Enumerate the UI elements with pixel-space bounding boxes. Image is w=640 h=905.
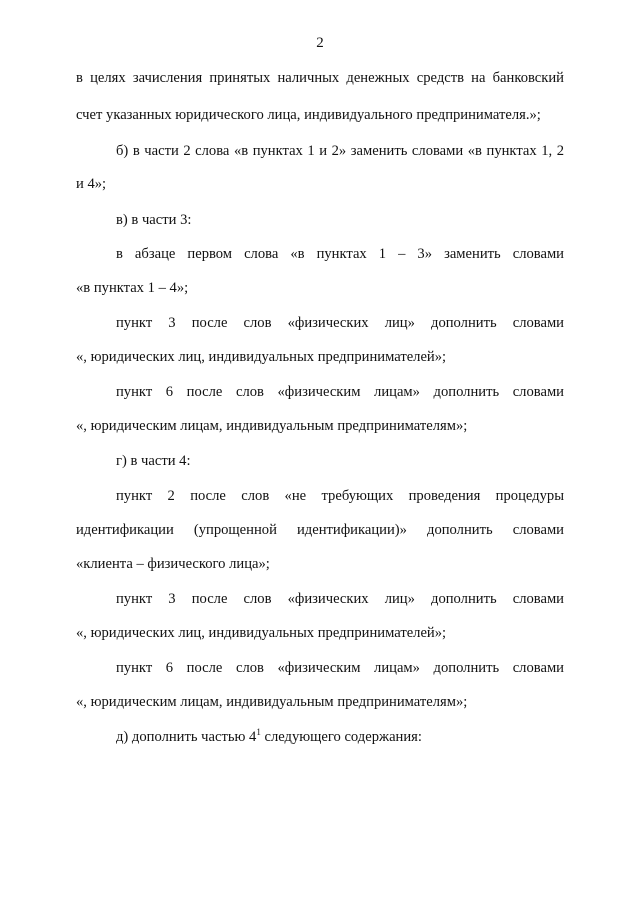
paragraph-6-line-2 [76,416,564,436]
text-line: «, юридическим лицам, индивидуальным предпринимателям»; [76,418,468,434]
paragraph-2 [76,141,564,161]
paragraph-7 [76,451,564,471]
paragraph-2-line-2 [76,174,564,194]
text-span: д) дополнить частью 4 [116,729,257,745]
text-line: «, юридических лиц, индивидуальных предпринимателей»; [76,349,447,365]
text-line: счет указанных юридического лица, индивидуального предпринимателя.»; [76,107,541,123]
text-line: пункт 3 после слов «физических лиц» дополнить словами [116,591,564,607]
text-line: в целях зачисления принятых наличных денежных средств на банковский [76,70,564,86]
text-line: «клиента – физического лица»; [76,556,270,572]
paragraph-9-line-2 [76,623,564,643]
paragraph-10 [76,658,564,678]
paragraph-5-line-2 [76,347,564,367]
text-line: пункт 3 после слов «физических лиц» дополнить словами [116,315,564,331]
paragraph-8 [76,486,564,506]
paragraph-11 [76,727,564,747]
paragraph-8-line-3 [76,554,564,574]
text-line: в абзаце первом слова «в пунктах 1 – 3» заменить словами [116,246,564,262]
text-span: следующего содержания: [260,729,422,745]
paragraph-1 [76,68,564,88]
paragraph-3 [76,210,564,230]
text-line: б) в части 2 слова «в пунктах 1 и 2» заменить словами «в пунктах 1, 2 [116,143,564,159]
text-line: пункт 6 после слов «физическим лицам» дополнить словами [116,660,564,676]
paragraph-4-line-2 [76,278,564,298]
text-line: «, юридическим лицам, индивидуальным предпринимателям»; [76,694,468,710]
page-number: 2 [316,35,324,51]
paragraph-8-line-2 [76,520,564,540]
text-line: идентификации (упрощенной идентификации)» дополнить словами [76,522,564,538]
text-line: «, юридических лиц, индивидуальных предпринимателей»; [76,625,447,641]
paragraph-10-line-2 [76,692,564,712]
paragraph-4 [76,244,564,264]
paragraph-5 [76,313,564,333]
paragraph-9 [76,589,564,609]
text-line: «в пунктах 1 – 4»; [76,280,189,296]
text-line: пункт 2 после слов «не требующих проведения процедуры [116,488,564,504]
text-line: и 4»; [76,176,107,192]
superscript: 1 [256,727,261,738]
paragraph-1-line-2 [76,105,564,125]
paragraph-6 [76,382,564,402]
text-line: г) в части 4: [116,453,191,469]
text-line [76,727,564,747]
text-line: пункт 6 после слов «физическим лицам» дополнить словами [116,384,564,400]
text-line: в) в части 3: [116,212,192,228]
